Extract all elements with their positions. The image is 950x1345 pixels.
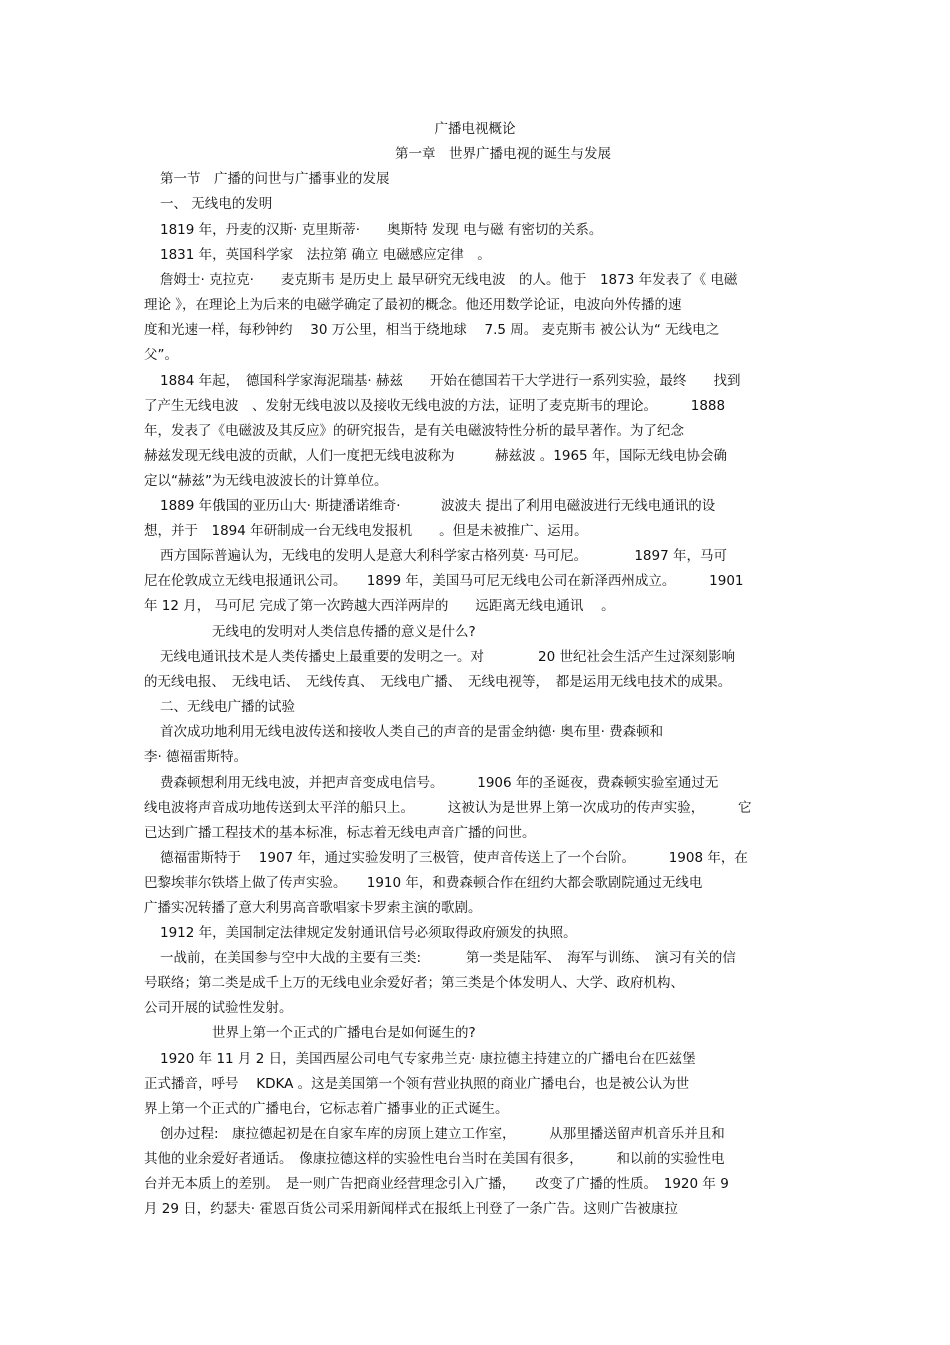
text-line: 线电波将声音成功地传送到太平洋的船只上。 这被认为是世界上第一次成功的传声实验， 它 xyxy=(144,800,752,816)
text-line: 费森顿想利用无线电波，并把声音变成电信号。 1906 年的圣诞夜，费森顿实验室通过无 xyxy=(160,775,719,791)
text-line: 广播实况转播了意大利男高音歌唱家卡罗索主演的歌剧。 xyxy=(144,900,482,916)
text-line: 父”。 xyxy=(144,347,178,363)
text-line: 首次成功地利用无线电波传送和接收人类自己的声音的是雷金纳德· 奥布里· 费森顿和 xyxy=(160,724,664,740)
text-line: 1889 年俄国的亚历山大· 斯捷潘诺维奇· 波波夫 提出了利用电磁波进行无线电通讯的设 xyxy=(160,498,716,514)
text-line: 无线电通讯技术是人类传播史上最重要的发明之一。对 20 世纪社会生活产生过深刻影响 xyxy=(160,649,735,665)
subsection-heading: 一、 无线电的发明 xyxy=(160,196,273,212)
text-line: 年 12 月， 马可尼 完成了第一次跨越大西洋两岸的 远距离无线电通讯 。 xyxy=(144,598,615,614)
text-line: 1920 年 11 月 2 日，美国西屋公司电气专家弗兰克· 康拉德主持建立的广播电台在匹兹堡 xyxy=(160,1051,696,1067)
document-title: 广播电视概论 xyxy=(434,121,516,137)
text-line: 巴黎埃菲尔铁塔上做了传声实验。 1910 年，和费森顿合作在纽约大都会歌剧院通过无线电 xyxy=(144,875,703,891)
text-line: 1912 年，美国制定法律规定发射通讯信号必须取得政府颁发的执照。 xyxy=(160,925,577,941)
text-line: 德福雷斯特于 1907 年，通过实验发明了三极管，使声音传送上了一个台阶。 1908 年，在 xyxy=(160,850,748,866)
text-line: 的无线电报、 无线电话、 无线传真、 无线电广播、 无线电视等， 都是运用无线电技术的成果。 xyxy=(144,674,732,690)
text-line: 西方国际普遍认为，无线电的发明人是意大利科学家古格列莫· 马可尼。 1897 年，马可 xyxy=(160,548,727,564)
question-heading: 世界上第一个正式的广播电台是如何诞生的? xyxy=(212,1025,476,1041)
text-line: 号联络；第二类是成千上万的无线电业余爱好者；第三类是个体发明人、大学、政府机构、 xyxy=(144,975,684,991)
text-line: 正式播音，呼号 KDKA 。这是美国第一个领有营业执照的商业广播电台，也是被公认为世 xyxy=(144,1076,690,1092)
text-line: 定以“赫兹”为无线电波波长的计算单位。 xyxy=(144,473,388,489)
text-line: 理论 》，在理论上为后来的电磁学确定了最初的概念。他还用数学论证，电波向外传播的速 xyxy=(144,297,682,313)
text-line: 公司开展的试验性发射。 xyxy=(144,1000,293,1016)
text-line: 1831 年，英国科学家 法拉第 确立 电磁感应定律 。 xyxy=(160,247,491,263)
text-line: 年，发表了《电磁波及其反应》的研究报告，是有关电磁波特性分析的最早著作。为了纪念 xyxy=(144,423,684,439)
text-line: 李· 德福雷斯特。 xyxy=(144,749,248,765)
text-line: 界上第一个正式的广播电台，它标志着广播事业的正式诞生。 xyxy=(144,1101,509,1117)
text-line: 尼在伦敦成立无线电报通讯公司。 1899 年，美国马可尼无线电公司在新泽西州成立。 1901 xyxy=(144,573,744,589)
text-line: 台并无本质上的差别。 是一则广告把商业经营理念引入广播， 改变了广播的性质。 1920 年 9 xyxy=(144,1176,729,1192)
section-heading: 第一节 广播的问世与广播事业的发展 xyxy=(160,171,390,187)
subsection-heading: 二、无线电广播的试验 xyxy=(160,699,295,715)
text-line: 赫兹发现无线电波的贡献，人们一度把无线电波称为 赫兹波 。1965 年，国际无线电协会确 xyxy=(144,448,727,464)
text-line: 创办过程: 康拉德起初是在自家车库的房顶上建立工作室， 从那里播送留声机音乐并且和 xyxy=(160,1126,725,1142)
question-heading: 无线电的发明对人类信息传播的意义是什么? xyxy=(212,624,476,640)
text-line: 了产生无线电波 、发射无线电波以及接收无线电波的方法，证明了麦克斯韦的理论。 1888 xyxy=(144,398,726,414)
chapter-heading: 第一章 世界广播电视的诞生与发展 xyxy=(395,146,611,162)
text-line: 想，并于 1894 年研制成一台无线电发报机 。但是未被推广、运用。 xyxy=(144,523,588,539)
text-line: 月 29 日，约瑟夫· 霍恩百货公司采用新闻样式在报纸上刊登了一条广告。这则广告被康拉 xyxy=(144,1201,678,1217)
text-line: 1884 年起， 德国科学家海泥瑞基· 赫兹 开始在德国若干大学进行一系列实验，最终 找到 xyxy=(160,373,741,389)
text-line: 已达到广播工程技术的基本标准，标志着无线电声音广播的问世。 xyxy=(144,825,536,841)
text-line: 度和光速一样，每秒钟约 30 万公里，相当于绕地球 7.5 周。 麦克斯韦 被公认为“ 无线电之 xyxy=(144,322,720,338)
text-line: 1819 年，丹麦的汉斯· 克里斯蒂· 奥斯特 发现 电与磁 有密切的关系。 xyxy=(160,222,603,238)
text-line: 詹姆士· 克拉克· 麦克斯韦 是历史上 最早研究无线电波 的人。他于 1873 年发表了《 电磁 xyxy=(160,272,738,288)
text-line: 其他的业余爱好者通话。 像康拉德这样的实验性电台当时在美国有很多， 和以前的实验性电 xyxy=(144,1151,725,1167)
text-line: 一战前，在美国参与空中大战的主要有三类: 第一类是陆军、 海军与训练、 演习有关的信 xyxy=(160,950,736,966)
